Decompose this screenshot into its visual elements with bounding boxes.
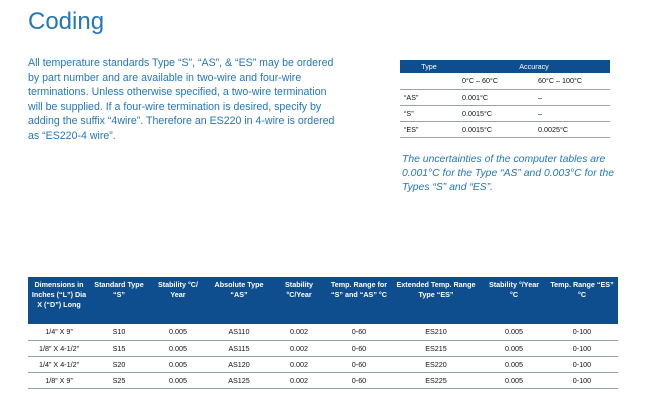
cell-temp-range-es: 0-100 <box>546 340 618 356</box>
accuracy-value-2: 0.0025°C <box>534 121 610 137</box>
cell-stability-as: 0.002 <box>270 356 328 372</box>
coding-table <box>28 277 618 389</box>
cell-stability-s: 0.005 <box>148 356 208 372</box>
header-standard-type: Standard Type “S” <box>90 277 148 324</box>
cell-stability-es: 0.005 <box>482 372 546 388</box>
cell-standard-type: S10 <box>90 324 148 340</box>
cell-absolute-type: AS110 <box>208 324 270 340</box>
accuracy-value-1: 0.0015°C <box>458 121 534 137</box>
cell-stability-s: 0.005 <box>148 372 208 388</box>
coding-table-header <box>28 277 618 324</box>
cell-stability-es: 0.005 <box>482 324 546 340</box>
accuracy-range-row <box>400 73 610 89</box>
header-stability-s: Stability °C/ Year <box>148 277 208 324</box>
cell-absolute-type: AS115 <box>208 340 270 356</box>
cell-extended-type: ES215 <box>390 340 482 356</box>
header-extended-type: Extended Temp. Range Type “ES” <box>390 277 482 324</box>
table-row <box>28 340 618 356</box>
accuracy-table-header <box>400 60 610 73</box>
cell-stability-es: 0.005 <box>482 340 546 356</box>
header-dimensions: Dimensions in Inches (“L”) Dia X (“D”) Long <box>28 277 90 324</box>
table-row <box>28 372 618 388</box>
cell-absolute-type: AS125 <box>208 372 270 388</box>
cell-temp-range: 0-60 <box>328 340 390 356</box>
cell-dimensions: 1/4” X 9” <box>28 324 90 340</box>
cell-stability-s: 0.005 <box>148 340 208 356</box>
cell-stability-s: 0.005 <box>148 324 208 340</box>
cell-extended-type: ES225 <box>390 372 482 388</box>
cell-stability-as: 0.002 <box>270 372 328 388</box>
accuracy-row <box>400 105 610 121</box>
cell-dimensions: 1/4” X 4-1/2” <box>28 356 90 372</box>
uncertainty-note: The uncertainties of the computer tables are 0.001°C for the Type “AS” and 0.003°C for the Types “S” and “ES”. <box>402 154 615 193</box>
intro-paragraph: All temperature standards Type “S”, “AS”, & “ES” may be ordered by part number and are available in two-wire and four-wire terminations. Unless otherwise specified, a two-wire termination will be supplied. If a four-wire termination is desired, specify by adding the suffix “4wire”. Therefore an ES220 in 4-wire is ordered as “ES220-4 wire”. <box>28 57 335 142</box>
cell-extended-type: ES210 <box>390 324 482 340</box>
cell-temp-range-es: 0-100 <box>546 356 618 372</box>
accuracy-value-2: – <box>534 105 610 121</box>
accuracy-value-1: 0.0015°C <box>458 105 534 121</box>
header-absolute-type: Absolute Type “AS” <box>208 277 270 324</box>
header-stability-as: Stability °C/Year <box>270 277 328 324</box>
cell-stability-as: 0.002 <box>270 324 328 340</box>
accuracy-row <box>400 89 610 105</box>
accuracy-value-1: 0.001°C <box>458 89 534 105</box>
page-title: Coding <box>28 8 105 35</box>
cell-standard-type: S25 <box>90 372 148 388</box>
cell-stability-as: 0.002 <box>270 340 328 356</box>
cell-temp-range-es: 0-100 <box>546 324 618 340</box>
accuracy-range-2: 60°C – 100°C <box>534 73 610 89</box>
header-temp-range-s-as: Temp. Range for “S” and “AS” °C <box>328 277 390 324</box>
cell-standard-type: S15 <box>90 340 148 356</box>
cell-absolute-type: AS120 <box>208 356 270 372</box>
cell-temp-range-es: 0-100 <box>546 372 618 388</box>
accuracy-value-2: – <box>534 89 610 105</box>
accuracy-header-accuracy: Accuracy <box>458 60 610 73</box>
accuracy-range-1: 0°C – 60°C <box>458 73 534 89</box>
cell-dimensions: 1/8” X 9” <box>28 372 90 388</box>
table-row <box>28 356 618 372</box>
table-row <box>28 324 618 340</box>
cell-temp-range: 0-60 <box>328 372 390 388</box>
header-temp-range-es: Temp. Range “ES” °C <box>546 277 618 324</box>
cell-standard-type: S20 <box>90 356 148 372</box>
accuracy-row <box>400 121 610 137</box>
accuracy-header-type: Type <box>400 60 458 73</box>
cell-stability-es: 0.005 <box>482 356 546 372</box>
cell-temp-range: 0-60 <box>328 356 390 372</box>
accuracy-type: “ES” <box>400 121 458 137</box>
header-stability-es: Stability °/Year °C <box>482 277 546 324</box>
accuracy-type: “AS” <box>400 89 458 105</box>
accuracy-table <box>400 60 610 138</box>
cell-extended-type: ES220 <box>390 356 482 372</box>
cell-dimensions: 1/8” X 4-1/2” <box>28 340 90 356</box>
accuracy-range-empty <box>400 73 458 89</box>
accuracy-type: “S” <box>400 105 458 121</box>
cell-temp-range: 0-60 <box>328 324 390 340</box>
